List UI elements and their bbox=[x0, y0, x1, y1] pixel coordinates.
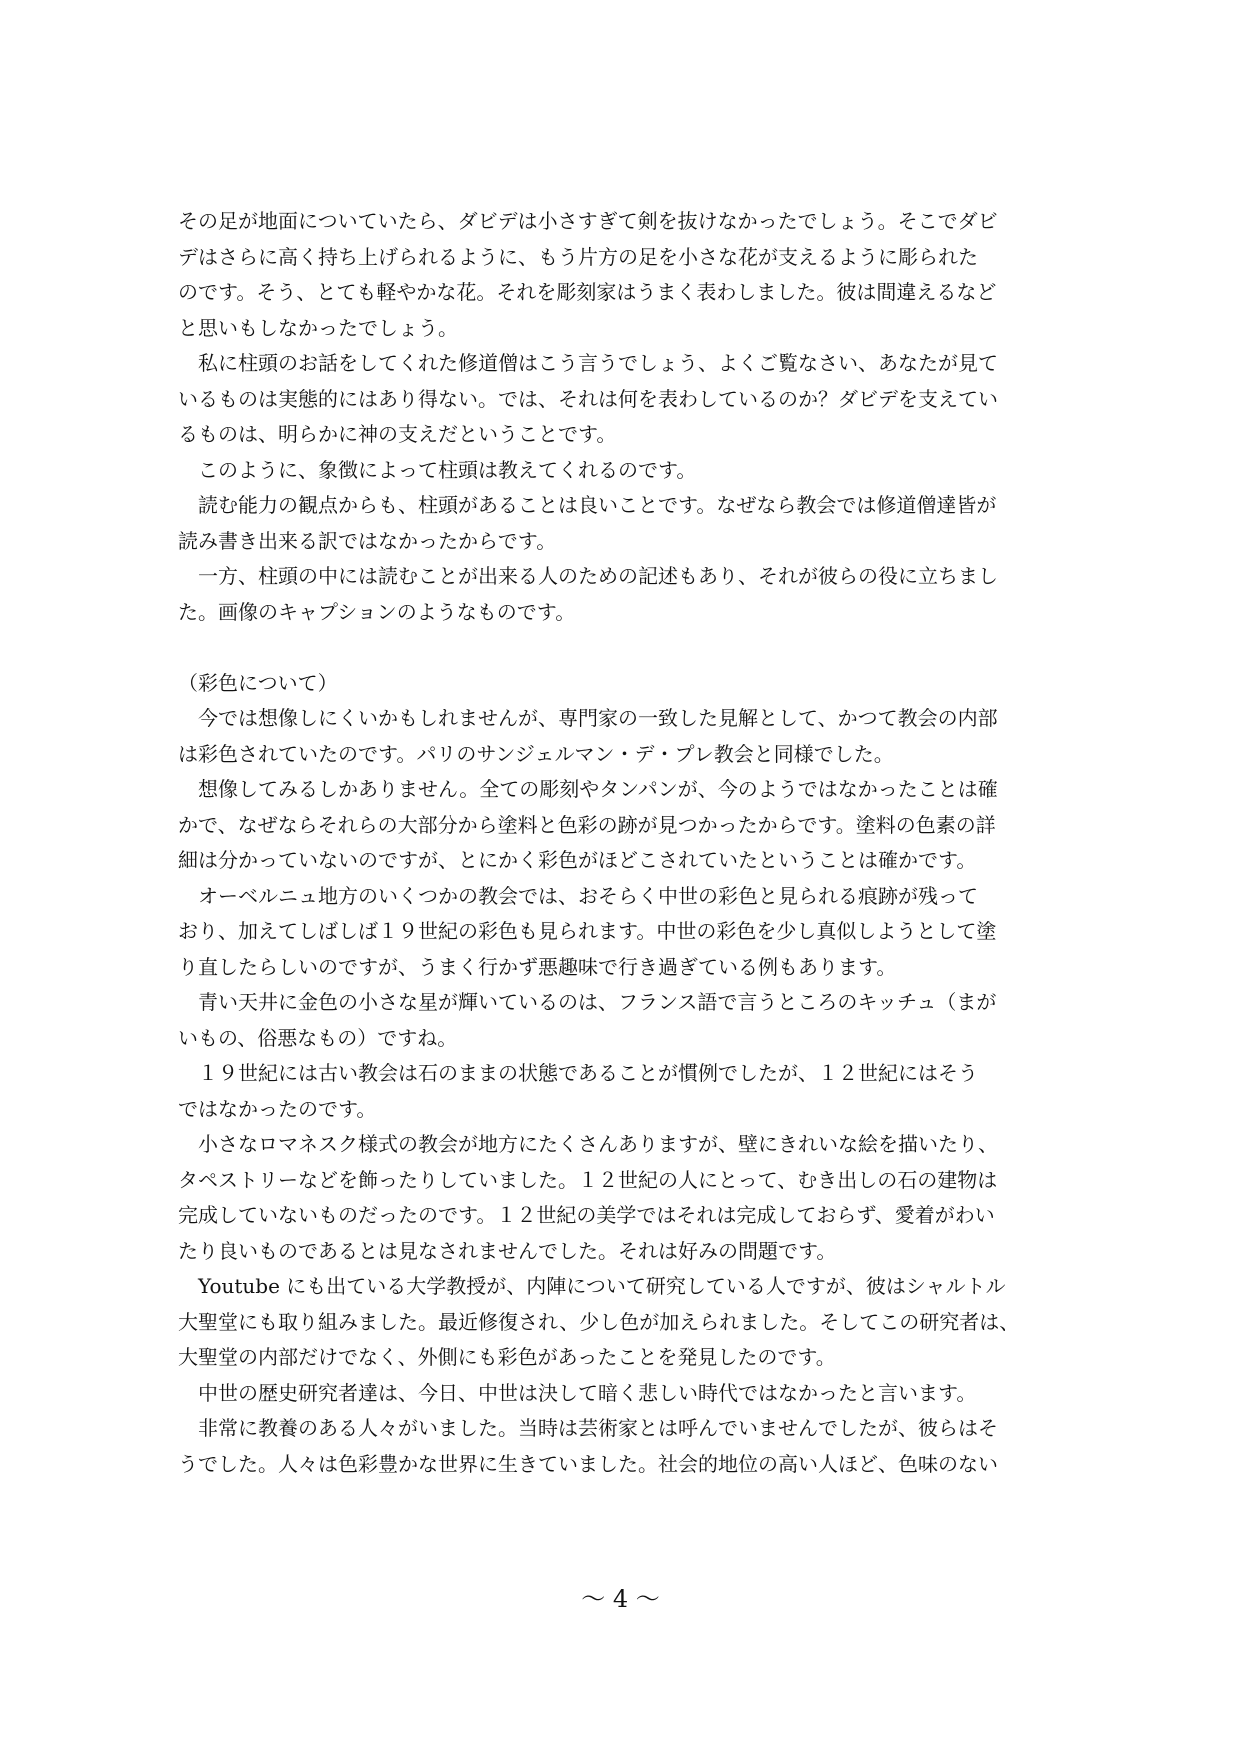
text-line: 小さなロマネスク様式の教会が地方にたくさんありますが、壁にきれいな絵を描いたり、 bbox=[178, 1132, 998, 1156]
paragraph-block-1 bbox=[178, 204, 1062, 630]
section-heading: （彩色について） bbox=[178, 670, 338, 695]
document-body bbox=[178, 204, 1062, 1482]
text-line: その足が地面についていたら、ダビデは小さすぎて剣を抜けなかったでしょう。そこでダビ bbox=[178, 209, 998, 233]
text-line: り直したらしいのですが、うまく行かず悪趣味で行き過ぎている例もあります。 bbox=[178, 954, 897, 979]
text-line: Youtube にも出ている大学教授が、内陣について研究している人ですが、彼はシャルトル bbox=[178, 1274, 1006, 1298]
text-line: 大聖堂にも取り組みました。最近修復され、少し色が加えられました。そしてこの研究者は、 bbox=[178, 1309, 1020, 1334]
paragraph-block-2 bbox=[178, 666, 1062, 1483]
text-line: は彩色されていたのです。パリのサンジェルマン・デ・プレ教会と同様でした。 bbox=[178, 741, 894, 766]
text-line: 私に柱頭のお話をしてくれた修道僧はこう言うでしょう、よくご覧なさい、あなたが見て bbox=[178, 351, 998, 375]
text-line: 一方、柱頭の中には読むことが出来る人のための記述もあり、それが彼らの役に立ちまし bbox=[178, 564, 998, 588]
text-line: このように、象徴によって柱頭は教えてくれるのです。 bbox=[178, 457, 697, 482]
page-number: ～ 4 ～ bbox=[581, 1585, 660, 1613]
text-line: ではなかったのです。 bbox=[178, 1096, 377, 1121]
text-line: 大聖堂の内部だけでなく、外側にも彩色があったことを発見したのです。 bbox=[178, 1345, 836, 1369]
blank-line bbox=[178, 630, 1062, 666]
text-line: 読む能力の観点からも、柱頭があることは良いことです。なぜなら教会では修道僧達皆が bbox=[178, 493, 997, 517]
text-line: 中世の歴史研究者達は、今日、中世は決して暗く悲しい時代ではなかったと言います。 bbox=[178, 1380, 977, 1405]
text-line: 今では想像しにくいかもしれませんが、専門家の一致した見解として、かつて教会の内部 bbox=[178, 706, 998, 730]
text-line: 想像してみるしかありません。全ての彫刻やタンパンが、今のようではなかったことは確 bbox=[178, 777, 998, 801]
text-line: のです。そう、とても軽やかな花。それを彫刻家はうまく表わしました。彼は間違えるなど bbox=[178, 280, 997, 304]
text-line: うでした。人々は色彩豊かな世界に生きていました。社会的地位の高い人ほど、色味のない bbox=[178, 1451, 998, 1476]
text-line: いもの、俗悪なもの）ですね。 bbox=[178, 1025, 458, 1050]
text-line: １９世紀には古い教会は石のままの状態であることが慣例でしたが、１２世紀にはそう bbox=[178, 1061, 978, 1085]
text-line: 細は分かっていないのですが、とにかく彩色がほどこされていたということは確かです。 bbox=[178, 848, 977, 872]
text-line: るものは、明らかに神の支えだということです。 bbox=[178, 422, 617, 446]
text-line: オーベルニュ地方のいくつかの教会では、おそらく中世の彩色と見られる痕跡が残って bbox=[178, 883, 978, 908]
text-line: と思いもしなかったでしょう。 bbox=[178, 315, 458, 340]
text-line: 完成していないものだったのです。１２世紀の美学ではそれは完成しておらず、愛着がわい bbox=[178, 1203, 995, 1227]
text-line: 読み書き出来る訳ではなかったからです。 bbox=[178, 528, 557, 553]
text-line: たり良いものであるとは見なされませんでした。それは好みの問題です。 bbox=[178, 1238, 837, 1263]
text-line: タペストリーなどを飾ったりしていました。１２世紀の人にとって、むき出しの石の建物は bbox=[178, 1167, 998, 1192]
text-line: デはさらに高く持ち上げられるように、もう片方の足を小さな花が支えるように彫られた bbox=[178, 244, 978, 269]
text-line: た。画像のキャプションのようなものです。 bbox=[178, 599, 576, 624]
text-line: 青い天井に金色の小さな星が輝いているのは、フランス語で言うところのキッチュ（まが bbox=[178, 990, 997, 1014]
text-line: おり、加えてしばしば１９世紀の彩色も見られます。中世の彩色を少し真似しようとして塗 bbox=[178, 919, 997, 943]
text-line: かで、なぜならそれらの大部分から塗料と色彩の跡が見つかったからです。塗料の色素の詳 bbox=[178, 812, 996, 837]
text-line: 非常に教養のある人々がいました。当時は芸術家とは呼んでいませんでしたが、彼らはそ bbox=[178, 1416, 998, 1440]
text-line: いるものは実態的にはあり得ない。では、それは何を表わしているのか？ダビデを支えてい bbox=[178, 386, 998, 411]
